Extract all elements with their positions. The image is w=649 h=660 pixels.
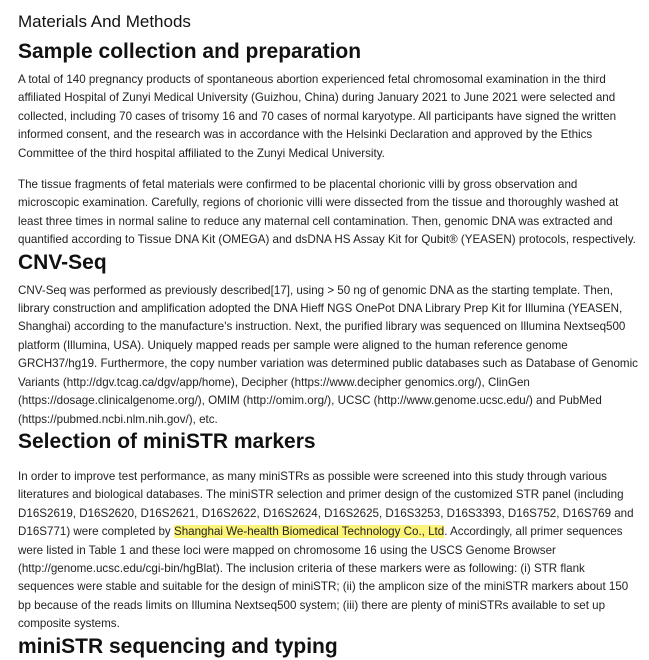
heading-sample-collection: Sample collection and preparation: [18, 40, 362, 63]
paragraph-sample-2: The tissue fragments of fetal materials were confirmed to be placental chorionic villi by gross observation and microscopic examination. Carefully, regions of chorionic villi were dissected from the tissue and thoroughly washed at least three times in normal saline to reduce any maternal cell contamination. Then, genomic DNA was extracted and quantified according to Tissue DNA Kit (OMEGA) and dsDNA HS Assay Kit for Qubit® (YEASEN) protocols, respectively.: [18, 178, 636, 247]
paragraph-ministr-text-after: . Accordingly, all primer sequences were listed in Table 1 and these loci were mapped on chromosome 16 using the USCS Genome Browser (http://genome.ucsc.edu/cgi-bin/hgBlat). The inclusion criteria of these markers were as following: (i) STR flank sequences were stable and suitable for the design of miniSTR; (ii) the amplicon size of the miniSTR markers about 150 bp because of the reads limits on Illumina Nextseq500 system; (iii) there are plenty of miniSTRs available to set up composite systems.: [18, 525, 629, 631]
section-title: Materials And Methods: [18, 12, 191, 31]
paragraph-ministr-selection: [18, 468, 639, 634]
heading-ministr-selection: Selection of miniSTR markers: [18, 429, 316, 453]
heading-ministr-typing: miniSTR sequencing and typing: [18, 634, 338, 658]
highlighted-company-name: Shanghai We-health Biomedical Technology Co., Ltd: [173, 525, 445, 539]
paragraph-ministr-text-before: In order to improve test performance, as many miniSTRs as possible were screened into this study through various literatures and biological databases. The miniSTR selection and primer design of the customized STR panel (including D16S2619, D16S2620, D16S2621, D16S2622, D16S2624, D16S2625, D16S3253, D16S3393, D16S752, D16S769 and D16S771) were completed by: [18, 469, 634, 539]
heading-cnv-seq: CNV-Seq: [18, 250, 107, 274]
paragraph-sample-1: A total of 140 pregnancy products of spontaneous abortion experienced fetal chromosomal examination in the third affiliated Hospital of Zunyi Medical University (Guizhou, China) during January 2021 to June 2021 were selected and collected, including 70 cases of trisomy 16 and 70 cases of normal karyotype. All participants have signed the written informed consent, and the research was in accordance with the Helsinki Declaration and approved by the Ethics Committee of the third hospital affiliated to the Zunyi Medical University.: [18, 73, 617, 160]
paragraph-cnv-seq: CNV-Seq was performed as previously described[17], using > 50 ng of genomic DNA as the starting template. Then, library construction and amplification adopted the DNA Hieff NGS OnePot DNA Library Prep Kit for Illumina (YEASEN, Shanghai) according to the manufacture's instruction. Next, the purified library was sequenced on Illumina Nextseq500 platform (Illumina, USA). Uniquely mapped reads per sample were aligned to the human reference genome GRCH37/hg19. Furthermore, the copy number variation was determined public databases such as Database of Genomic Variants (http://dgv.tcag.ca/dgv/app/home), Decipher (https://www.decipher genomics.org/), ClinGen (https://dosage.clinicalgenome.org/), OMIM (http://omim.org/), UCSC (http://www.genome.ucsc.edu/) and PubMed (https://pubmed.ncbi.nlm.nih.gov/), etc.: [18, 283, 638, 426]
